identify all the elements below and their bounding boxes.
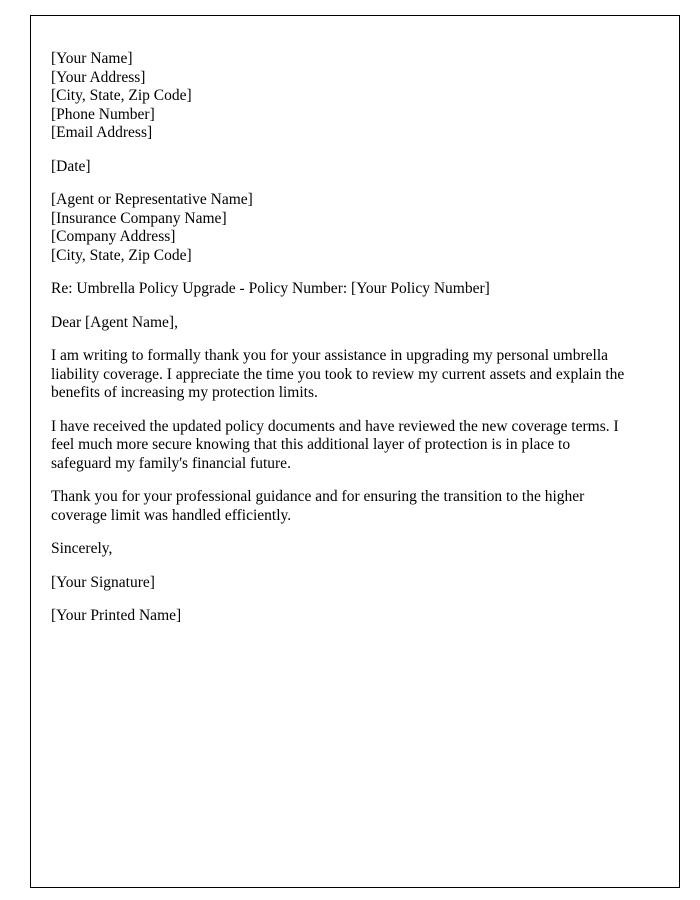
- recipient-address: [Company Address]: [51, 228, 176, 245]
- recipient-name: [Agent or Representative Name]: [51, 191, 253, 208]
- closing: Sincerely,: [51, 540, 113, 557]
- date-line: [Date]: [51, 157, 91, 175]
- printed-name: [Your Printed Name]: [51, 607, 182, 624]
- letter-page: [30, 15, 680, 888]
- recipient-company: [Insurance Company Name]: [51, 209, 227, 227]
- recipient-city-state-zip: [City, State, Zip Code]: [51, 246, 192, 264]
- sender-city-state-zip: [City, State, Zip Code]: [51, 87, 192, 104]
- sender-name: [Your Name]: [51, 50, 133, 67]
- body-paragraph-2: I have received the updated policy documents and have reviewed the new coverage terms. I feel much more secure knowing that this additional layer of protection is in place to safeguard my family's financial future.: [51, 417, 619, 472]
- signature-line: [Your Signature]: [51, 573, 155, 591]
- body-paragraph-1: I am writing to formally thank you for your assistance in upgrading my personal umbrella liability coverage. I appreciate the time you took to review my current assets and explain the benefits of increasing my protection limits.: [51, 347, 625, 401]
- sender-email: [Email Address]: [51, 124, 153, 141]
- salutation: Dear [Agent Name],: [51, 313, 178, 331]
- sender-phone: [Phone Number]: [51, 105, 155, 123]
- subject-line: Re: Umbrella Policy Upgrade - Policy Number: [Your Policy Number]: [51, 280, 490, 297]
- sender-block: [51, 50, 631, 143]
- sender-address: [Your Address]: [51, 68, 146, 86]
- recipient-block: [51, 191, 631, 265]
- letter-content: [51, 50, 631, 626]
- body-paragraph-3: Thank you for your professional guidance and for ensuring the transition to the higher coverage limit was handled efficiently.: [51, 488, 585, 524]
